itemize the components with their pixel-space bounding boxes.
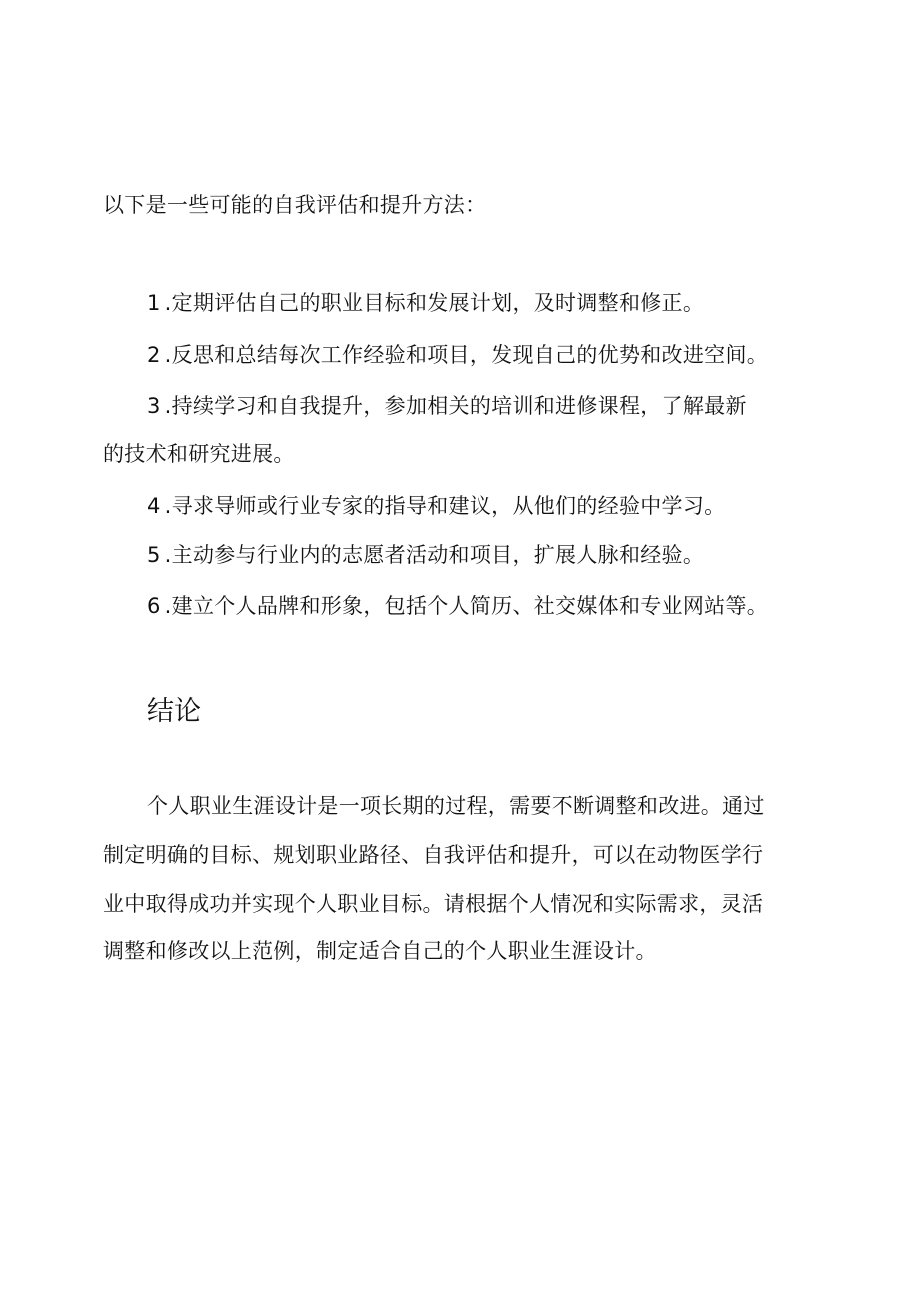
list-item (147, 593, 768, 619)
list-item (147, 493, 725, 519)
list-item-number: 1 (147, 291, 161, 315)
list-item-number: 5 (147, 543, 161, 567)
list-item-number: 4 (147, 494, 161, 518)
list-item (147, 342, 768, 368)
list-item-text: .寻求导师或行业专家的指导和建议，从他们的经验中学习。 (164, 494, 726, 518)
intro-text: 以下是一些可能的自我评估和提升方法： (103, 193, 487, 217)
list-item-text: .持续学习和自我提升，参加相关的培训和进修课程，了解最新 (164, 394, 747, 418)
conclusion-line: 个人职业生涯设计是一项长期的过程，需要不断调整和改进。通过 (147, 794, 765, 818)
list-item (147, 542, 704, 568)
list-item-number: 2 (147, 343, 161, 367)
list-item-text: .建立个人品牌和形象，包括个人简历、社交媒体和专业网站等。 (164, 594, 769, 618)
list-item-continuation: 的技术和研究进展。 (103, 442, 295, 466)
list-item-text: .主动参与行业内的志愿者活动和项目，扩展人脉和经验。 (164, 543, 705, 567)
conclusion-line: 调整和修改以上范例，制定适合自己的个人职业生涯设计。 (103, 939, 657, 963)
list-item (147, 393, 747, 419)
section-heading: 结论 (147, 696, 201, 727)
conclusion-line: 制定明确的目标、规划职业路径、自我评估和提升，可以在动物医学行 (103, 843, 764, 867)
list-item-text: .定期评估自己的职业目标和发展计划，及时调整和修正。 (164, 291, 705, 315)
list-item-text: .反思和总结每次工作经验和项目，发现自己的优势和改进空间。 (164, 343, 769, 367)
list-item-number: 6 (147, 594, 161, 618)
list-item-number: 3 (147, 394, 161, 418)
list-item (147, 290, 704, 316)
conclusion-line: 业中取得成功并实现个人职业目标。请根据个人情况和实际需求，灵活 (103, 892, 764, 916)
